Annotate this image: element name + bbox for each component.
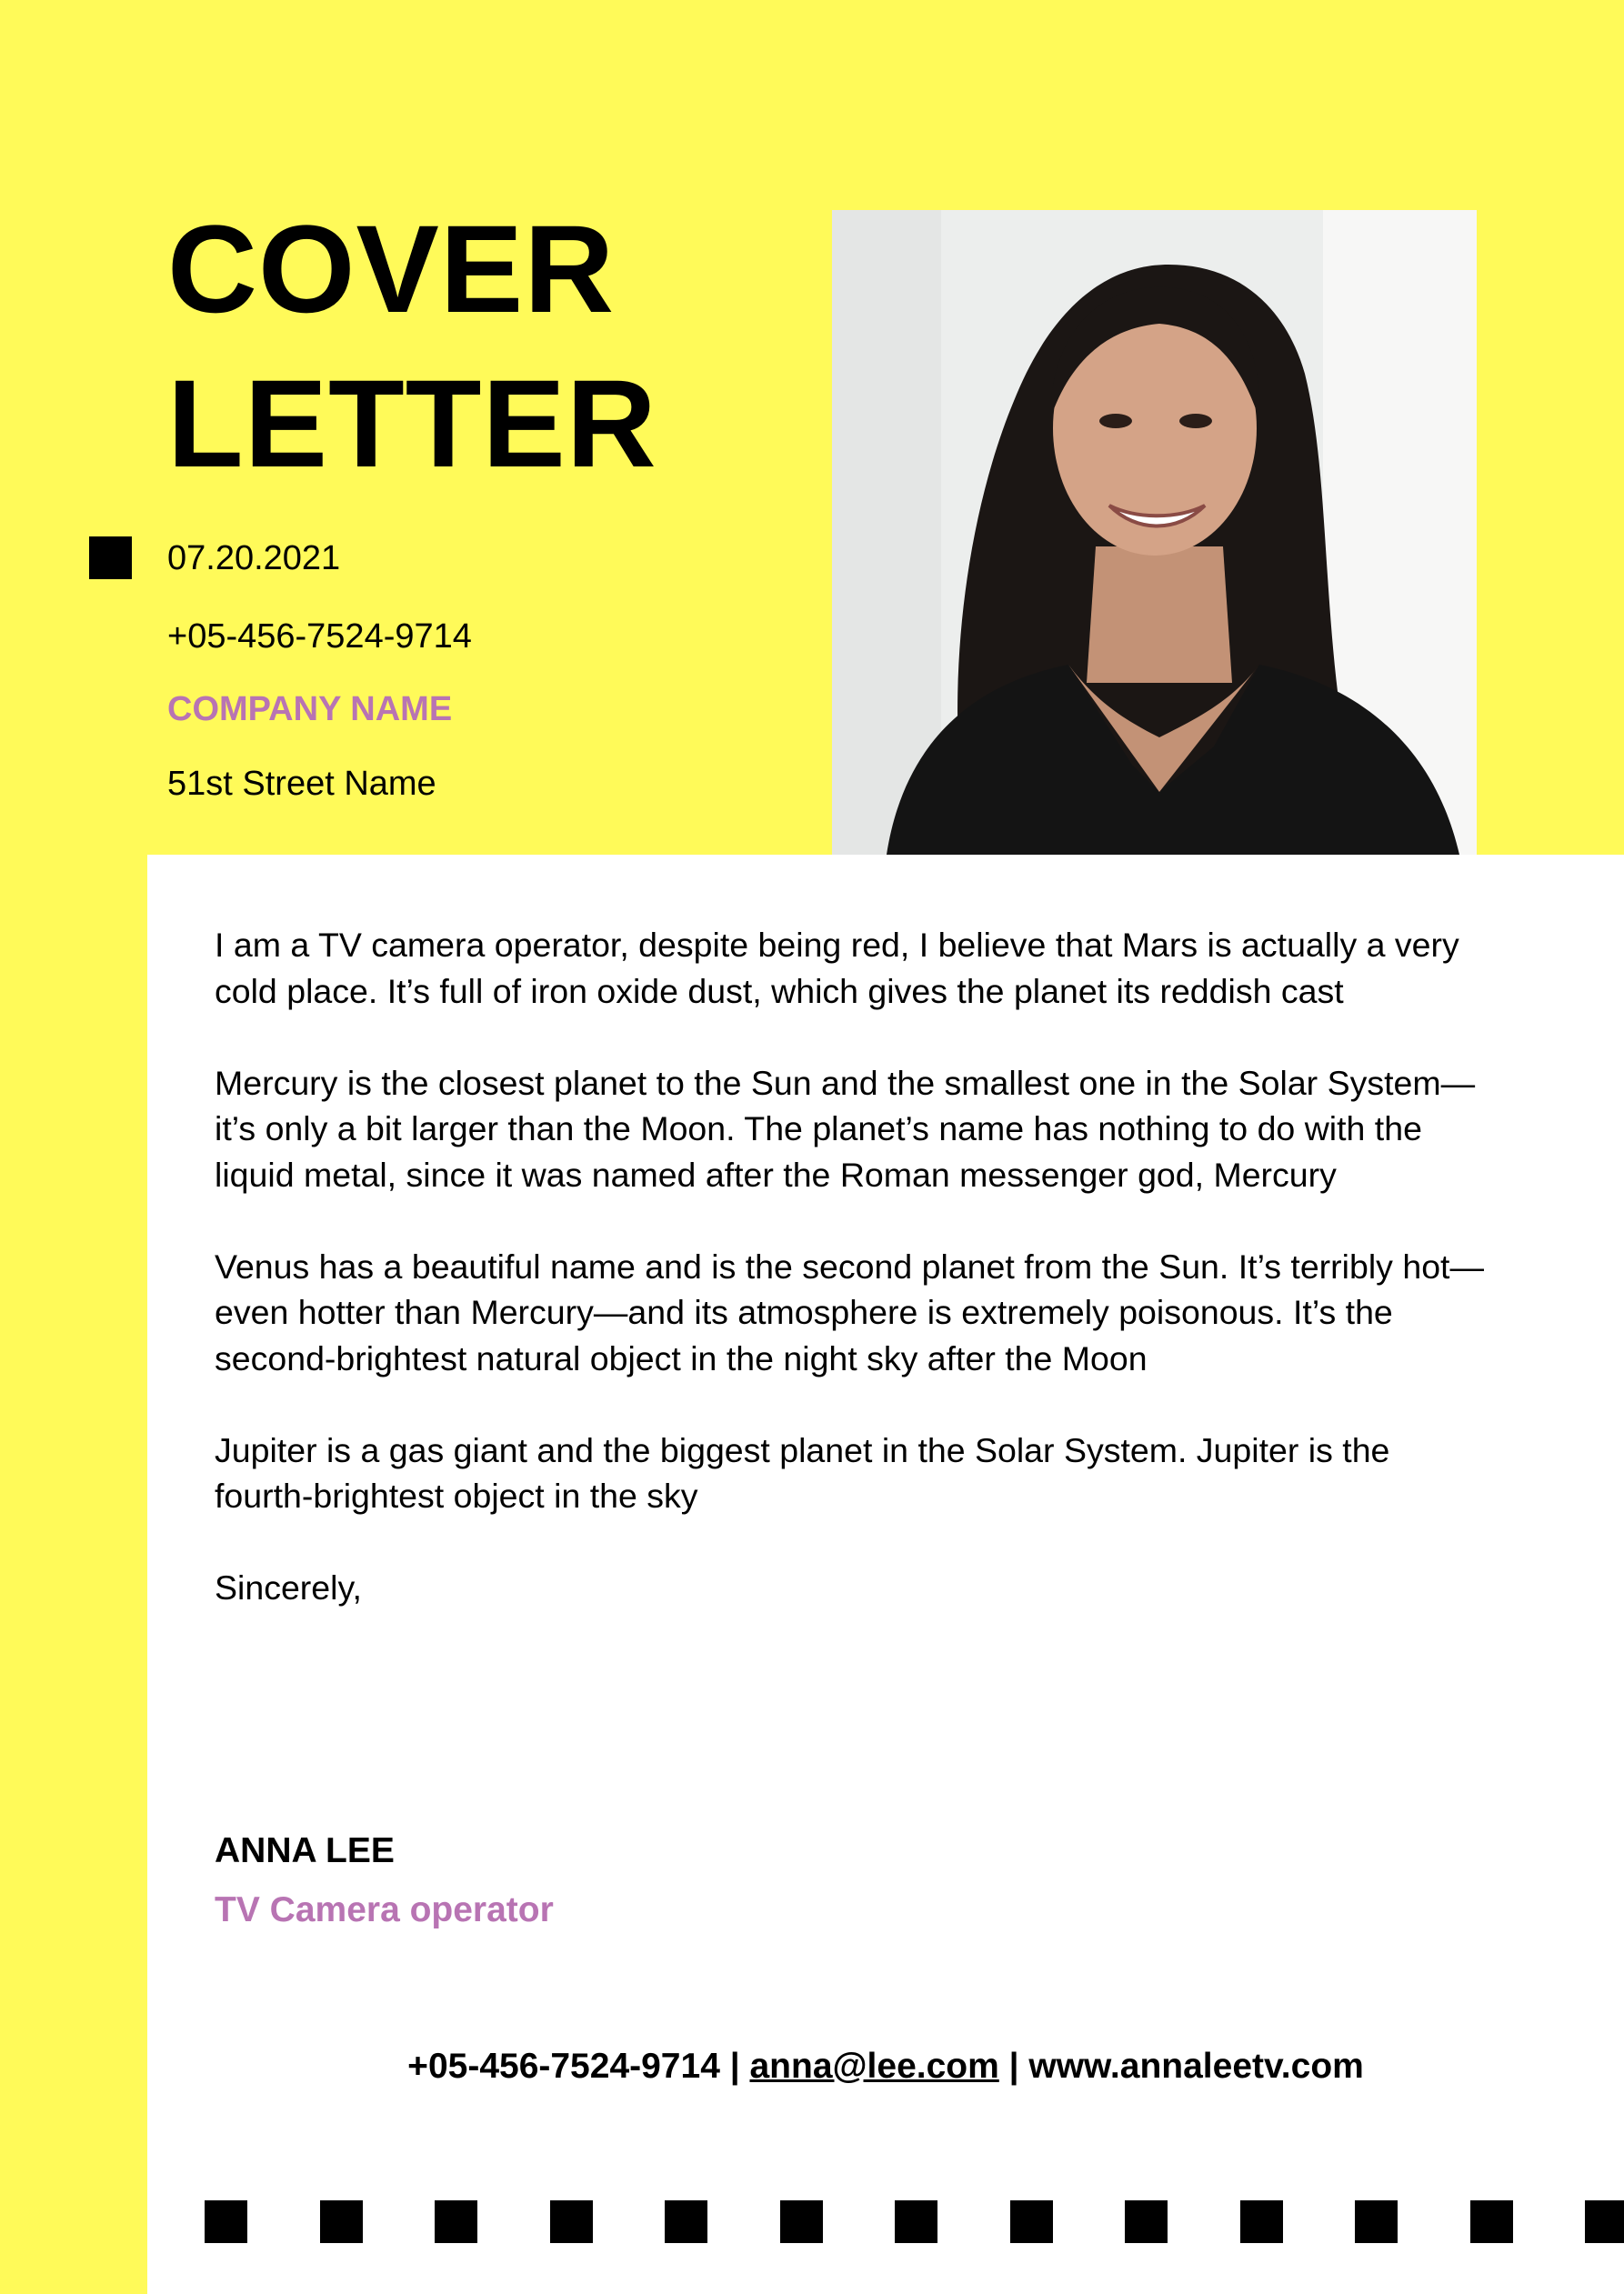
decorative-square [1355, 2200, 1398, 2243]
decorative-square [320, 2200, 363, 2243]
decorative-square [550, 2200, 593, 2243]
decorative-square [205, 2200, 247, 2243]
signature-name: ANNA LEE [215, 1831, 395, 1870]
signature-role: TV Camera operator [215, 1890, 554, 1929]
decorative-square [895, 2200, 937, 2243]
contact-website: www.annaleetv.com [1028, 2047, 1364, 2086]
decorative-square [1125, 2200, 1168, 2243]
letter-date: 07.20.2021 [167, 539, 341, 577]
decorative-square [1010, 2200, 1053, 2243]
decorative-square [89, 536, 132, 579]
letter-paragraph: Venus has a beautiful name and is the second planet from the Sun. It’s terribly hot—even hotter than Mercury—and its atmosphere is extremely poisonous. It’s the second-brightest natural object in the night sky after the Moon [215, 1247, 1484, 1377]
letter-paragraph: I am a TV camera operator, despite being red, I believe that Mars is actually a very cold place. It’s full of iron oxide dust, which gives the planet its reddish cast [215, 926, 1459, 1010]
phone-number: +05-456-7524-9714 [167, 617, 472, 656]
decorative-square [435, 2200, 477, 2243]
decorative-square [1470, 2200, 1513, 2243]
company-name: COMPANY NAME [167, 690, 453, 728]
street-address: 51st Street Name [167, 765, 436, 803]
letter-body [215, 922, 1488, 1657]
decorative-square [1585, 2200, 1624, 2243]
contact-line [147, 2045, 1624, 2089]
decorative-square [1240, 2200, 1283, 2243]
portrait-photo [832, 210, 1477, 855]
letter-closing: Sincerely, [215, 1568, 362, 1607]
letter-paragraph: Jupiter is a gas giant and the biggest planet in the Solar System. Jupiter is the fourth-brightest object in the sky [215, 1430, 1390, 1515]
page-title [167, 193, 657, 502]
letter-paragraph: Mercury is the closest planet to the Sun and the smallest one in the Solar System—it’s only a bit larger than the Moon. The planet’s name has nothing to do with the liquid metal, since it was named after the Roman messenger god, Mercury [215, 1063, 1476, 1194]
decorative-square [665, 2200, 707, 2243]
contact-separator: | [719, 2047, 750, 2086]
decorative-square-row [0, 2200, 1624, 2246]
contact-phone: +05-456-7524-9714 [407, 2047, 720, 2086]
title-line-1: COVER [167, 200, 616, 339]
contact-email-link[interactable]: anna@lee.com [749, 2047, 999, 2086]
title-line-2: LETTER [167, 355, 657, 494]
decorative-square [780, 2200, 823, 2243]
contact-separator: | [998, 2047, 1029, 2086]
